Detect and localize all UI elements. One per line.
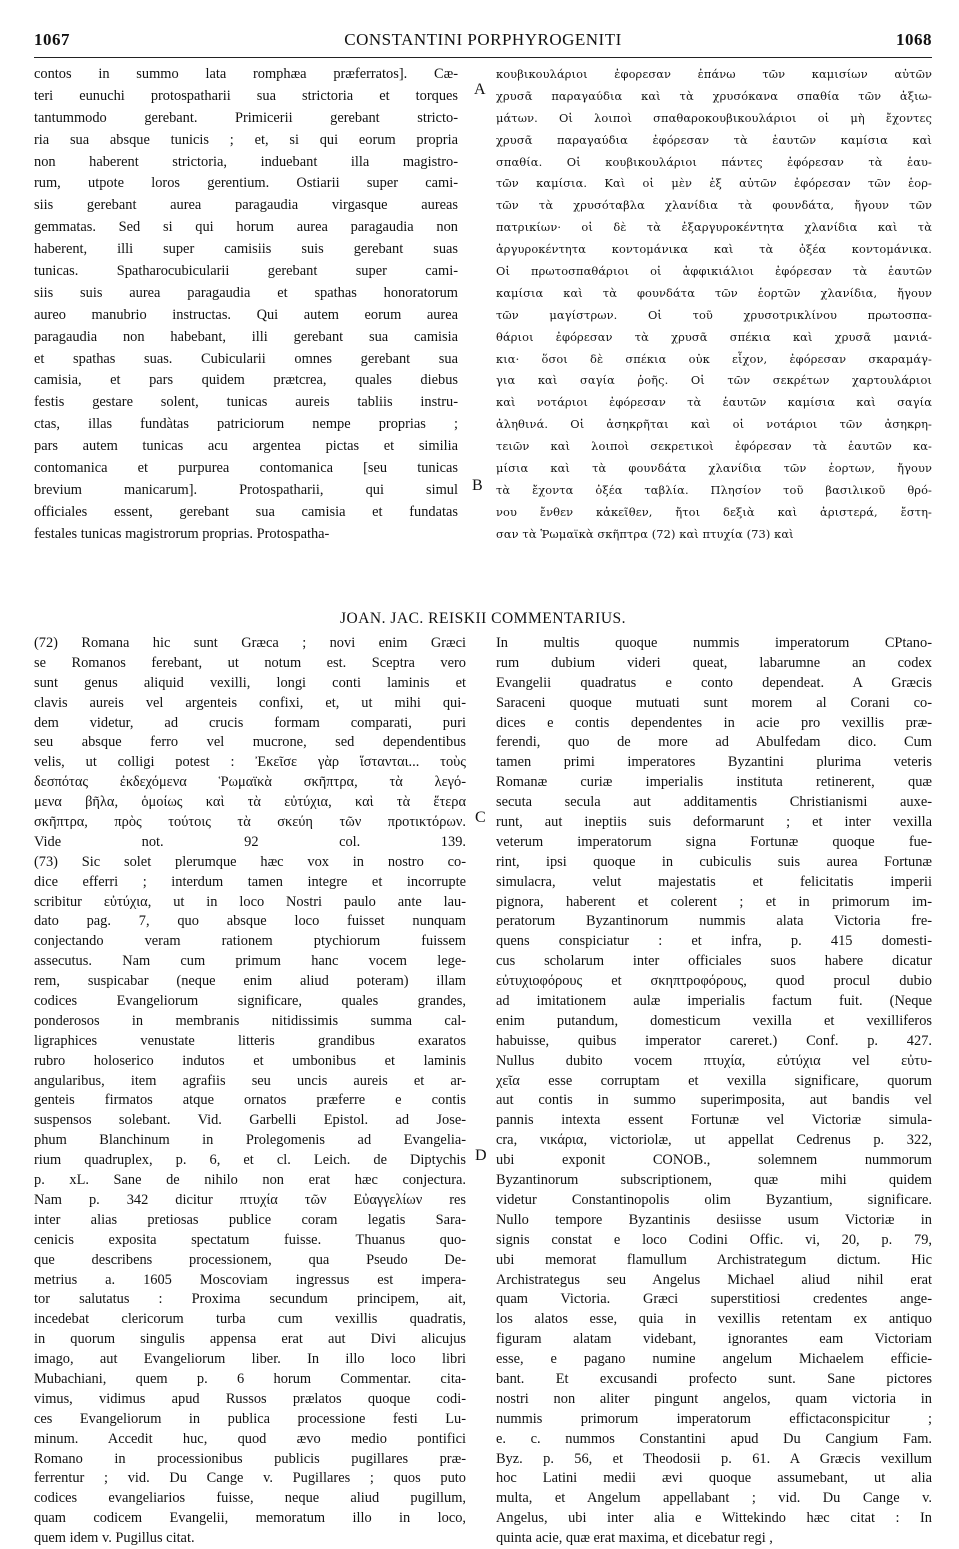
- text-line: εὐτυχιοφόρους et σκηπτροφόρους, quod procul dubio: [496, 973, 932, 990]
- text-line: camisia, et pars quidem prætcrea, quales diebus: [34, 372, 458, 389]
- text-line: dice efferri ; interdum tamen integre et incorrupte: [34, 873, 466, 890]
- text-line: In multis quoque nummis imperatorum CPtano-: [496, 635, 932, 651]
- text-line: p. xL. Sane de nihilo non erat hæc conjectura.: [34, 1172, 466, 1189]
- text-line: sunt genus aliquid vexilli, longi conti laminis et: [34, 674, 466, 691]
- text-line: καμίσια καὶ τὰ φουνδάτα τῶν ἑορτῶν χλανίδια, ἤγουν: [496, 285, 932, 300]
- text-line: incedebat clericorum turba cum vexillis quadratis,: [34, 1311, 466, 1328]
- text-line: haberent, illi super camisiis suis gerebant suas: [34, 241, 458, 258]
- text-line: σπαθία. Οἱ κουβικουλάριοι πάντες ἐφόρεσαν τὰ ἑαυ-: [496, 154, 932, 169]
- text-line: in quorum singulis appensa erat aut Divi alicujus: [34, 1331, 466, 1348]
- text-line: que describens processionem, qua Pseudo De-: [34, 1251, 466, 1268]
- text-line: figuram alatam videbant, ignorantes eam Victoriam: [496, 1331, 932, 1348]
- commentary-left-column: [34, 634, 466, 1549]
- commentary-right-column: [496, 634, 932, 1549]
- text-line: Nullus dubito vocem πτυχία, εὐτύχια vel εὐτυ-: [496, 1052, 932, 1069]
- text-line: Byz. p. 56, et Theodosii p. 61. A Græcis vexillum: [496, 1450, 932, 1467]
- page-number-left: 1067: [34, 30, 70, 49]
- text-line: brevium manicarum]. Protospatharii, qui simul: [34, 481, 458, 498]
- text-line: habuisse, quibus imperator careret.) Conf. p. 427.: [496, 1032, 932, 1049]
- text-line: ἀργυροκέντητα κοντομάνικα καὶ τὰ ὀξέα κοντομάνικα.: [496, 242, 932, 257]
- text-line: ligraphices venustate litteris grandibus exaratos: [34, 1032, 466, 1049]
- text-line: Byzantinorum subscriptionem, quæ mihi quidem: [496, 1172, 932, 1189]
- text-line: contos in summo lata romphæa præferratos]. Cæ-: [34, 66, 458, 82]
- text-line: quam Victoria. Græci superstitiosi credentes ange-: [496, 1291, 932, 1308]
- text-line: dem videtur, ad crucis formam comparati, puri: [34, 714, 466, 731]
- text-line: multa, et Angelum appellabant ; vid. Du Cange v.: [496, 1490, 932, 1507]
- text-line: assecutus. Nam cum primum hanc vocem lege-: [34, 953, 466, 970]
- text-line: pignora, haberent et colerent ; et in primorum im-: [496, 893, 932, 910]
- text-line: festales tunicas magistrorum proprias. Protospatha-: [34, 525, 330, 542]
- text-line: angularibus, item agrafiis seu uncis aureis et ar-: [34, 1072, 466, 1089]
- text-line: phum Blanchinum in Prolegomenis ad Evangelia-: [34, 1132, 466, 1149]
- text-line: rum dubium videri queat, labarumne an codex: [496, 654, 932, 671]
- text-line: paragaudia non habebant, illi gerebant sua camisia: [34, 328, 458, 345]
- text-line: teri eunuchi protospatharii sua strictoria et torques: [34, 87, 458, 104]
- text-line: ubi memorat flamullum Archistrategum dictum. Hic: [496, 1251, 932, 1268]
- text-line: Nullo tempore Byzantinis desiisse usum Victoriæ in: [496, 1211, 932, 1228]
- text-line: aureo manubrio instructas. Qui autem eorum aurea: [34, 306, 458, 323]
- header-rule: [34, 57, 932, 58]
- text-line: Saraceni quoque mutuati sunt morem al Corani co-: [496, 694, 932, 711]
- text-line: ubi exponit CONOB., solemnem nummorum: [496, 1152, 932, 1169]
- running-title: CONSTANTINI PORPHYROGENITI: [344, 30, 622, 49]
- text-line: nostri non aliter pingunt angelos, quam victoria in: [496, 1390, 932, 1407]
- text-line: tunicas. Spatharocubicularii gerebant super cami-: [34, 263, 458, 280]
- text-line: vimus, vidimus apud Russos prælatos quoque codi-: [34, 1390, 466, 1407]
- text-line: σκῆπτρα, πρὸς τούτοις τὰ σκεύη τῶν προτικτόρων.: [34, 814, 466, 831]
- text-line: κουβικουλάριοι ἐφορεσαν ἐπάνω τῶν καμισίων αὐτῶν: [496, 67, 932, 81]
- page-number-right: 1068: [896, 30, 932, 49]
- text-line: contomanica et purpurea contomanica [seu tunicas: [34, 460, 458, 477]
- text-line: pars autem tunicas acu argentea pictas et similia: [34, 438, 458, 455]
- text-line: rum, utpote loros gerentium. Ostiarii super cami-: [34, 175, 458, 192]
- text-line: dato pag. 7, quo absque loco fuisset nunquam: [34, 913, 466, 930]
- text-line: scribitur εὐτύχια, ut in loco Nostri paulo ante lau-: [34, 893, 466, 910]
- text-line: καὶ νοτάριοι ἐφόρεσαν τὰ ἑαυτῶν καμίσια καὶ σαγία: [496, 395, 932, 410]
- margin-letter-d: D: [475, 1147, 487, 1164]
- text-line: nummis primorum imperatorum effictaconspicitur ;: [496, 1410, 932, 1427]
- text-line: suspensos solebant. Vid. Garbelli Epistol. ad Jose-: [34, 1112, 466, 1129]
- text-line: σαν τὰ Ῥωμαϊκὰ σκῆπτρα (72) καὶ πτυχία (73) καὶ: [496, 526, 794, 541]
- text-line: e. c. nummos Constantini apud Du Cangium Fam.: [496, 1430, 932, 1447]
- text-line: non haberent strictoria, induebant illa magistro-: [34, 153, 458, 170]
- text-line: codices evangeliarios fuisse, neque aliud pugillum,: [34, 1490, 466, 1507]
- text-line: ferrentur ; vid. Du Cange v. Pugillares ; quos puto: [34, 1470, 466, 1487]
- text-line: enim putandum, domesticum vexilla et vexilliferos: [496, 1012, 932, 1029]
- text-line: minum. Accedit huc, quod ævo medio pontifici: [34, 1430, 466, 1447]
- text-line: rem, suspicabar (neque enim aliud poteram) illam: [34, 973, 466, 990]
- text-line: ad imitationem aulæ imperialis factum fuit. (Neque: [496, 993, 932, 1010]
- text-line: rium quadruplex, p. 6, et cl. Leich. de Diptychis: [34, 1152, 466, 1169]
- text-line: τὰ ἔχοντα ὀξέα ταβλία. Πλησίον τοῦ βασιλικοῦ θρό-: [496, 482, 932, 497]
- running-head: [34, 30, 932, 54]
- text-line: τῶν καμίσια. Καὶ οἱ μὲν ἐξ αὐτῶν ἐφόρεσαν τῶν ἑορ-: [496, 176, 932, 191]
- text-line: cus scholarum inter officiales suos habere dicatur: [496, 953, 932, 970]
- commentary-heading: JOAN. JAC. REISKII COMMENTARIUS.: [339, 610, 627, 627]
- text-line: gemmatas. Sed si qui horum aurea paragaudia non: [34, 219, 458, 236]
- text-line: ces Evangeliorum in publica processione festi Lu-: [34, 1410, 466, 1427]
- text-line: officiales essent, gerebant sua camisia et fundatas: [34, 503, 458, 520]
- text-line: tor salutatus : Proxima secundum principem, ait,: [34, 1291, 466, 1308]
- text-line: μίσια καὶ τὰ φουνδάτα χλανίδια τῶν ἑορτων, ἤγουν: [496, 461, 932, 476]
- text-line: et spathas suas. Cubicularii omnes gerebant sua: [34, 350, 458, 367]
- text-line: Οἱ πρωτοσπαθάριοι οἱ ἀφφικιάλιοι ἐφόρεσαν τὰ ἑαυτῶν: [496, 264, 932, 279]
- text-line: cenicis exposita spectatum fuisse. Thuanus quo-: [34, 1231, 466, 1248]
- text-line: hoc Latini medii ævi quoque assumebant, ut alia: [496, 1470, 932, 1487]
- text-line: Romano in processionibus publicis pugillares præ-: [34, 1450, 466, 1467]
- text-line: τῶν μαγίστρων. Οἱ τοῦ χρυσοτρικλίνου πρωτοσπα-: [496, 307, 932, 322]
- text-line: νου ἔνθεν κἀκεῖθεν, ἤτοι δεξιὰ καὶ ἀριστερά, ἔστη-: [496, 504, 932, 519]
- text-line: Vide not. 92 col. 139.: [34, 833, 466, 850]
- page: [34, 30, 932, 1547]
- text-line: cra, νικάρια, victoriolæ, ut appellat Cedrenus p. 322,: [496, 1132, 932, 1149]
- text-line: festis gestare solent, tunicas aureis tabliis instru-: [34, 394, 458, 411]
- text-line: dices e contis dependentes in acie pro vexillis præ-: [496, 714, 932, 731]
- text-line: ferendi, quo de more ad Abulfedam dico. Cum: [496, 734, 932, 751]
- text-line: se Romanos ferebant, ut notum est. Sceptra vero: [34, 654, 466, 671]
- text-line: metrius a. 1605 Moscoviam ingressus est impera-: [34, 1271, 466, 1288]
- text-line: (73) Sic solet plerumque hæc vox in nostro co-: [34, 853, 466, 870]
- text-line: imago, aut Evangeliorum liber. In illo loco libri: [34, 1351, 466, 1368]
- text-line: quens conspiciatur : et infra, p. 415 domesti-: [496, 933, 932, 950]
- text-line: los alatos esse, quia in vexillis retentam ex antiquo: [496, 1311, 932, 1328]
- text-line: Archistrategus seu Angelus Michael aliud nihil erat: [496, 1271, 932, 1288]
- text-line: tamen primi imperatores Byzantini plurima veteris: [496, 754, 932, 771]
- text-line: quam codicem Evangelii, memoratum illo in loco,: [34, 1510, 466, 1527]
- text-line: runt, aut ineptiis suis deformarunt ; et inter vexilla: [496, 814, 932, 831]
- text-line: genteis firmatos atque ornatos præferre e contis: [34, 1092, 466, 1109]
- text-line: siis suis aurea paragaudia et spathas honoratorum: [34, 284, 458, 301]
- latin-text-column: [34, 64, 458, 546]
- text-line: videtur Constantinopolis olim Byzantium, significare.: [496, 1191, 932, 1208]
- text-line: inter alias pretiosas publice coram legatis Sara-: [34, 1211, 466, 1228]
- text-line: bant. Et excusandi profecto sunt. Sane pictores: [496, 1370, 932, 1387]
- text-line: rubro holoserico indutos et umbonibus et laminis: [34, 1052, 466, 1069]
- text-line: ponderosos in membranis nitidissimis summa cal-: [34, 1012, 466, 1029]
- text-line: Romanæ curiæ imperialis instituta retinerent, quæ: [496, 774, 932, 791]
- text-line: Evangelii quadratus e conto dependeat. A Græcis: [496, 674, 932, 691]
- text-line: θάριοι ἐφόρεσαν τὰ χρυσᾶ σπέκια καὶ χρυσᾶ μανιά-: [496, 329, 932, 344]
- text-line: χρυσᾶ παραγαύδια ἐφόρεσαν τὰ ἑαυτῶν καμίσια καὶ: [496, 132, 932, 147]
- text-line: χρυσᾶ παραγαύδια καὶ τὰ χρυσόκανα σπαθία τῶν ἀξιω-: [496, 88, 932, 103]
- text-line: pannis intexta essent Fortunæ vel Victoriæ simula-: [496, 1112, 932, 1129]
- text-line: για καὶ σαγία ῥοῆς. Οἱ τῶν σεκρέτων χαρτουλάριοι: [496, 373, 932, 388]
- text-line: χεῖα esse corruptam et vexilla significare, quorum: [496, 1072, 932, 1089]
- text-line: μενα βῆλα, ὁμοίως καὶ τὰ εὐτύχια, καὶ τὰ ἕτερα: [34, 794, 466, 811]
- text-line: Nam p. 342 dicitur πτυχία τῶν Εὐαγγελίων res: [34, 1191, 466, 1208]
- text-line: quinta acie, quæ erat maxima, et dicebatur regi ,: [496, 1530, 773, 1547]
- text-line: quem idem v. Pugillus citat.: [34, 1530, 195, 1547]
- greek-text-column: [496, 64, 932, 546]
- text-line: (72) Romana hic sunt Græca ; novi enim Græci: [34, 635, 466, 651]
- text-line: conjectando veram rationem ptychiorum fuissem: [34, 933, 466, 950]
- text-line: siis gerebant aurea paragaudia virgasque aureas: [34, 197, 458, 214]
- text-line: ctas, illas fundàtas patriciorum nempe proprias ;: [34, 416, 458, 433]
- text-line: tantummodo gerebant. Primicerii gerebant stricto-: [34, 109, 458, 126]
- text-line: veterum imperatorum signa Fortunæ quoque fue-: [496, 833, 932, 850]
- text-line: Angelus, ubi inter alia e Wittekindo hæc citat : In: [496, 1510, 932, 1527]
- text-line: τῶν τὰ χρυσόταβλα χλανίδια τὰ φουνδάτα, ἤγουν τῶν: [496, 198, 932, 213]
- text-line: simulacra, velut majestatis et felicitatis imperii: [496, 873, 932, 890]
- text-line: ria sua absque tunicis ; et, si qui eorum propria: [34, 131, 458, 148]
- text-line: aut contis in summo superimposita, aut bandis vel: [496, 1092, 932, 1109]
- margin-letter-b: B: [472, 477, 483, 494]
- text-line: signis constat e loco Codini Offic. vi, 20, p. 79,: [496, 1231, 932, 1248]
- text-line: κια· ὅσοι δὲ σπέκια οὐκ εἶχον, ἐφόρεσαν σκαραμάγ-: [496, 351, 932, 366]
- text-line: ἀληθινά. Οἱ ἀσηκρῆται καὶ οἱ νοτάριοι τῶν ἀσηκρη-: [496, 417, 932, 432]
- text-line: δεσπότας ἐκδεχόμενα Ῥωμαϊκὰ σκῆπτρα, τὰ λεγό-: [34, 774, 466, 791]
- text-line: τειῶν καὶ λοιποὶ σεκρετικοὶ ἐφόρεσαν τὰ ἑαυτῶν κα-: [496, 439, 932, 454]
- text-line: esse, e pagano numine angelum Michaelem efficie-: [496, 1351, 932, 1368]
- text-line: clavis aureis vel argenteis confixi, et, ut mihi qui-: [34, 694, 466, 711]
- text-line: Mubachiani, quem p. 6 horum Commentar. cita-: [34, 1370, 466, 1387]
- text-line: velis, ut colligi potest : Ἐκεῖσε γὰρ ἵστανται... τοὺς: [34, 754, 466, 771]
- text-line: seu absque ferro vel mucrone, sed dependentibus: [34, 734, 466, 751]
- text-line: peratorum Byzantinorum nummis alata Victoria fre-: [496, 913, 932, 930]
- margin-letter-c: C: [475, 809, 486, 826]
- text-line: codices Evangeliorum significare, quales grandes,: [34, 993, 466, 1010]
- margin-letter-a: A: [474, 81, 486, 98]
- text-line: rint, ipsi quoque in cubiculis suis aurea Fortunæ: [496, 853, 932, 870]
- text-line: secuta secula aut additamentis Christianismi auxe-: [496, 794, 932, 811]
- text-line: πατρικίων· οἱ δὲ τὰ ἐξαργυροκέντητα χλανίδια καὶ τὰ: [496, 220, 932, 235]
- text-line: μάτων. Οἱ λοιποὶ σπαθαροκουβικουλάριοι οἱ μὴ ἔχοντες: [496, 110, 932, 125]
